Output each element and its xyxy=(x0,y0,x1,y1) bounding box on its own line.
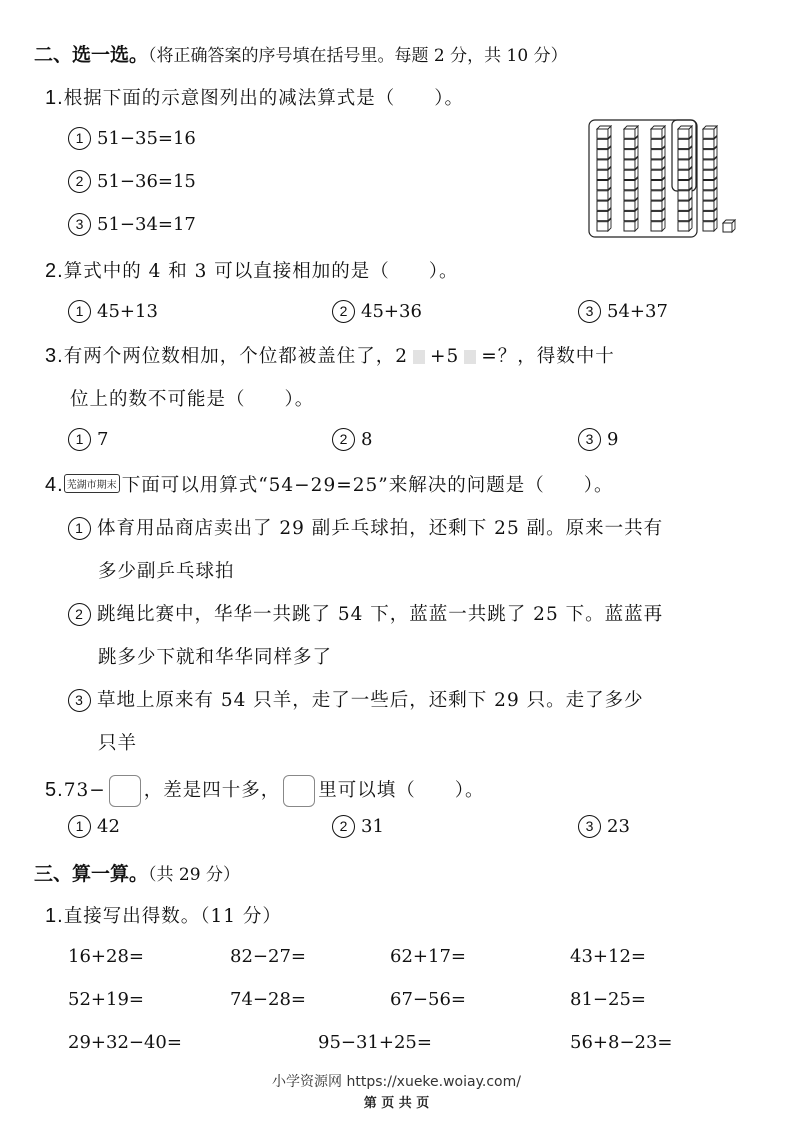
option-marker: 1 xyxy=(68,517,91,540)
option-marker: 1 xyxy=(68,127,91,150)
calc-item[interactable]: 52+19= xyxy=(68,989,144,1010)
q4-option-2-cont xyxy=(98,643,332,669)
option-marker: 1 xyxy=(68,815,91,838)
option-text: 45+13 xyxy=(97,301,158,322)
ten-rod xyxy=(678,126,692,231)
question-text: 算式中的 4 和 3 可以直接相加的是（ ）。 xyxy=(63,261,459,282)
section-3-heading xyxy=(34,859,240,886)
q4-option-3[interactable] xyxy=(68,686,644,712)
section-2-note: （将正确答案的序号填在括号里。每题 2 分，共 10 分） xyxy=(148,46,568,66)
calc-item[interactable]: 95−31+25= xyxy=(318,1032,432,1053)
question-text: 位上的数不可能是（ ）。 xyxy=(70,389,315,410)
option-text: 9 xyxy=(607,429,619,450)
q4-option-2[interactable] xyxy=(68,600,663,626)
question-number: 2. xyxy=(45,260,64,282)
q2-option-1[interactable] xyxy=(68,300,158,323)
covered-digit-box xyxy=(413,350,425,364)
ten-rods xyxy=(597,126,717,231)
question-number: 5. xyxy=(45,779,64,801)
q2-option-3[interactable] xyxy=(578,300,668,323)
question-4 xyxy=(45,471,613,497)
option-marker: 1 xyxy=(68,428,91,451)
section-3-title: 三、算一算。 xyxy=(34,863,149,885)
option-text: 51−35=16 xyxy=(97,128,196,149)
question-3 xyxy=(45,342,615,368)
option-text: 只羊 xyxy=(98,733,138,754)
q1-option-3[interactable] xyxy=(68,213,196,236)
question-text-b: +5 xyxy=(429,346,460,367)
footer-page: 第 页 共 页 xyxy=(363,1096,430,1111)
source-tag: 芜湖市期末 xyxy=(64,474,120,493)
section-3-question-1 xyxy=(45,902,282,928)
ten-rod xyxy=(624,126,638,231)
question-1 xyxy=(45,84,464,110)
question-number: 3. xyxy=(45,345,64,367)
option-text: 草地上原来有 54 只羊，走了一些后，还剩下 29 只。走了多少 xyxy=(97,690,644,711)
ten-rod xyxy=(703,126,717,231)
question-text: 直接写出得数。（11 分） xyxy=(63,906,282,927)
q5-option-2[interactable] xyxy=(332,815,384,838)
option-marker: 3 xyxy=(68,213,91,236)
q3-option-1[interactable] xyxy=(68,428,108,451)
q1-option-1[interactable] xyxy=(68,127,196,150)
option-text: 54+37 xyxy=(607,301,668,322)
q4-option-3-cont xyxy=(98,729,137,755)
question-number: 1. xyxy=(45,87,64,109)
question-3-line-2 xyxy=(70,385,314,411)
question-number: 1. xyxy=(45,905,64,927)
option-text: 51−36=15 xyxy=(97,171,196,192)
option-marker: 2 xyxy=(68,603,91,626)
question-number: 4. xyxy=(45,474,64,496)
calc-item[interactable]: 43+12= xyxy=(570,946,646,967)
option-marker: 2 xyxy=(332,300,355,323)
question-text-a: 有两个两位数相加，个位都被盖住了，2 xyxy=(63,346,408,367)
option-text: 多少副乒乓球拍 xyxy=(98,561,235,582)
answer-box[interactable] xyxy=(109,775,141,807)
option-marker: 3 xyxy=(68,689,91,712)
q4-option-1-cont xyxy=(98,557,235,583)
q1-option-2[interactable] xyxy=(68,170,196,193)
calc-item[interactable]: 74−28= xyxy=(230,989,306,1010)
calc-item[interactable]: 82−27= xyxy=(230,946,306,967)
option-marker: 3 xyxy=(578,815,601,838)
question-5 xyxy=(45,775,485,807)
section-3-note: （共 29 分） xyxy=(148,865,240,885)
option-text: 体育用品商店卖出了 29 副乒乓球拍，还剩下 25 副。原来一共有 xyxy=(97,518,664,539)
question-text: 根据下面的示意图列出的减法算式是（ ）。 xyxy=(63,88,464,109)
q5-option-1[interactable] xyxy=(68,815,120,838)
question-2 xyxy=(45,257,459,283)
question-text-c: 里可以填（ ）。 xyxy=(318,780,485,801)
calc-item[interactable]: 81−25= xyxy=(570,989,646,1010)
option-marker: 1 xyxy=(68,300,91,323)
base-ten-blocks-figure xyxy=(585,115,745,240)
calc-item[interactable]: 29+32−40= xyxy=(68,1032,182,1053)
option-text: 跳绳比赛中，华华一共跳了 54 下，蓝蓝一共跳了 25 下。蓝蓝再 xyxy=(97,604,664,625)
section-2-title: 二、选一选。 xyxy=(34,44,149,66)
option-text: 跳多少下就和华华同样多了 xyxy=(98,647,333,668)
answer-box[interactable] xyxy=(283,775,315,807)
option-marker: 3 xyxy=(578,300,601,323)
calc-item[interactable]: 67−56= xyxy=(390,989,466,1010)
q5-option-3[interactable] xyxy=(578,815,630,838)
question-text: 下面可以用算式“54−29=25”来解决的问题是（ ）。 xyxy=(121,475,614,496)
option-text: 23 xyxy=(607,816,630,837)
option-marker: 2 xyxy=(332,428,355,451)
option-text: 31 xyxy=(361,816,384,837)
calc-item[interactable]: 16+28= xyxy=(68,946,144,967)
section-2-heading xyxy=(34,40,568,67)
q3-option-3[interactable] xyxy=(578,428,618,451)
ten-rod xyxy=(597,126,611,231)
single-cube xyxy=(723,220,735,232)
calc-item[interactable]: 56+8−23= xyxy=(570,1032,673,1053)
question-text-b: ，差是四十多， xyxy=(143,780,281,801)
option-text: 7 xyxy=(97,429,109,450)
calc-item[interactable]: 62+17= xyxy=(390,946,466,967)
option-marker: 2 xyxy=(68,170,91,193)
option-marker: 2 xyxy=(332,815,355,838)
covered-digit-box xyxy=(464,350,476,364)
ten-rod xyxy=(651,126,665,231)
option-text: 42 xyxy=(97,816,120,837)
option-text: 8 xyxy=(361,429,373,450)
question-text-a: 73− xyxy=(63,780,106,801)
option-text: 45+36 xyxy=(361,301,422,322)
q3-option-2[interactable] xyxy=(332,428,372,451)
q2-option-2[interactable] xyxy=(332,300,422,323)
question-text-c: =？，得数中十 xyxy=(481,346,615,367)
option-marker: 3 xyxy=(578,428,601,451)
option-text: 51−34=17 xyxy=(97,214,196,235)
q4-option-1[interactable] xyxy=(68,514,663,540)
footer-site: 小学资源网 https://xueke.woiay.com/ xyxy=(272,1074,521,1090)
unit-cube xyxy=(723,223,732,232)
